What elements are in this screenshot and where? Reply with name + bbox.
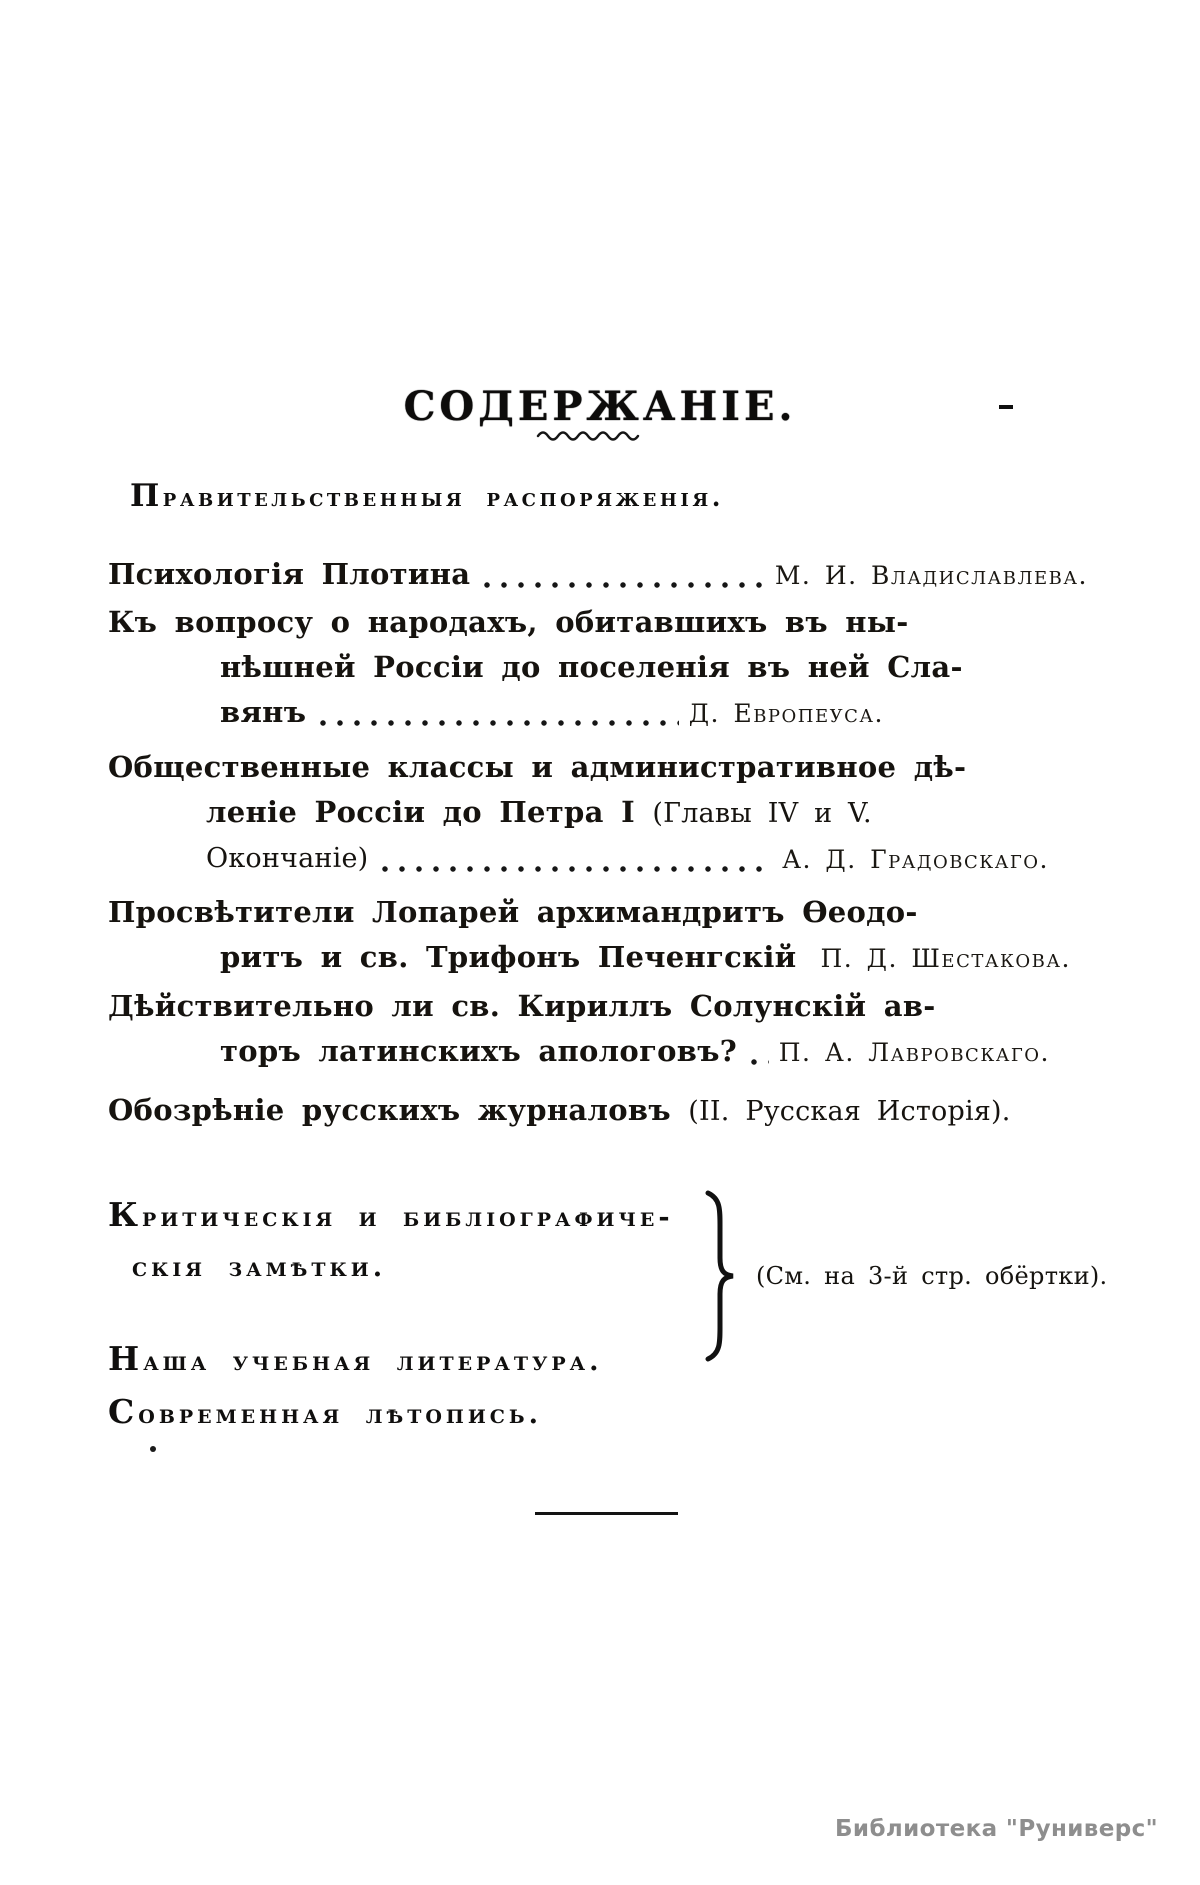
entry-author: Д. Европеуса. [688, 699, 884, 728]
section-header-government-orders: Правительственныя распоряженія. [130, 478, 724, 514]
entry-title-regular: (II. Русская Исторія). [688, 1096, 1011, 1127]
entry-title-line: нѣшней Россіи до поселенія въ ней Сла- [220, 650, 963, 684]
entry-title-line [108, 790, 1049, 836]
toc-entry-peoples-question [108, 600, 963, 735]
bottom-divider-rule [535, 1512, 678, 1515]
entry-title-line: Общественные классы и административное дѣ- [108, 750, 967, 784]
toc-entry-cyril-apologues [108, 984, 1050, 1074]
bracket-item-educational-literature: Наша учебная литература. [108, 1339, 603, 1378]
entry-author: П. Д. Шестакова. [820, 944, 1071, 973]
scan-artifact-dot [150, 1446, 156, 1452]
bracket-item-critical-notes: Критическія и библіографиче- [108, 1195, 674, 1234]
entry-title-line: Дѣйствительно ли св. Кириллъ Солунскій ав- [108, 989, 936, 1023]
entry-title-regular: (Главы IV и V. [652, 798, 872, 829]
entry-title-line: торъ латинскихъ апологовъ? [220, 1034, 738, 1068]
see-cover-note: (См. на 3-й стр. обёртки). [756, 1262, 1108, 1290]
entry-title-bold: Обозрѣніе русскихъ журналовъ [108, 1093, 671, 1127]
bracket-item-modern-chronicle: Современная лѣтопись. [108, 1392, 543, 1431]
entry-author: П. А. Лавровскаго. [778, 1038, 1050, 1067]
entry-title-line: вянъ [220, 695, 307, 729]
toc-entry-lapps-enlighteners [108, 890, 1071, 980]
entry-title-bold: леніе Россіи до Петра I [206, 795, 635, 829]
entry-title-line: Просвѣтители Лопарей архимандритъ Ѳеодо- [108, 895, 918, 929]
entry-title-line: Къ вопросу о народахъ, обитавшихъ въ ны- [108, 605, 909, 639]
library-watermark: Библиотека "Руниверс" [835, 1816, 1159, 1842]
bracket-item-critical-notes-cont: скія замѣтки. [132, 1252, 387, 1283]
bracket-section-list [108, 1192, 674, 1438]
toc-entry-social-classes [108, 745, 1049, 881]
dot-leader [751, 1059, 769, 1065]
entry-author: М. И. Владиславлева. [774, 561, 1088, 590]
entry-title-line: ритъ и св. Трифонъ Печенгскій [220, 940, 797, 974]
squiggle-divider-icon [536, 428, 646, 442]
dot-leader [484, 582, 764, 588]
scan-artifact-dash [999, 405, 1013, 409]
toc-entry-journals-review [108, 1088, 1088, 1134]
page-title: СОДЕРЖАНІЕ. [403, 382, 797, 430]
entry-title-line [108, 1088, 1088, 1134]
dot-leader [320, 720, 678, 726]
dot-leader [382, 866, 772, 872]
entry-author: А. Д. Градовскаго. [782, 845, 1049, 874]
right-brace-icon [704, 1190, 738, 1362]
toc-entry-psychology-plotinus [108, 552, 1088, 597]
entry-title: Психологія Плотина [108, 557, 471, 591]
entry-title-line: Окончаніе) [206, 843, 369, 874]
